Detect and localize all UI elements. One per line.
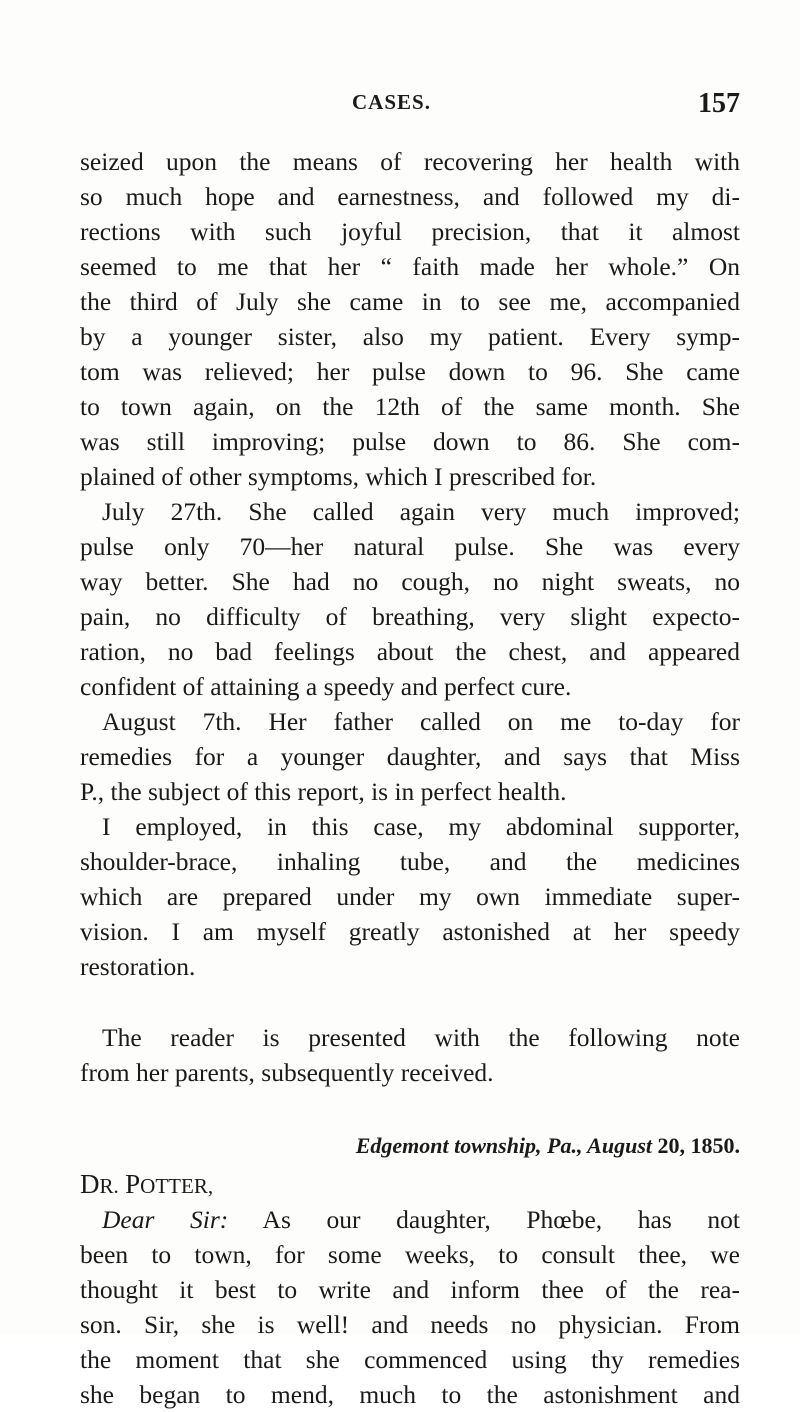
text-line: she began to mend, much to the astonishment and [80, 1380, 740, 1409]
letter-salutation: Dear Sir: [102, 1205, 229, 1234]
letter [80, 1126, 740, 1412]
paragraph-3 [80, 704, 740, 809]
paragraph-1 [80, 144, 740, 494]
text-line: restoration. [80, 952, 196, 981]
letter-first-line [80, 1202, 740, 1237]
text-line: plained of other symptoms, which I prescribed for. [80, 462, 597, 491]
addressee-small-caps: R. [99, 1174, 119, 1198]
text-line: way better. She had no cough, no night sweats, no [80, 567, 740, 596]
text-line: pulse only 70—her natural pulse. She was every [80, 532, 740, 561]
text-line: tom was relieved; her pulse down to 96. She came [80, 357, 740, 386]
letter-addressee [80, 1166, 740, 1202]
paragraph-4 [80, 809, 740, 984]
text-line: son. Sir, she is well! and needs no physician. From [80, 1310, 740, 1339]
section-gap [80, 984, 740, 1020]
text-line: P., the subject of this report, is in perfect health. [80, 777, 567, 806]
text-line: to town again, on the 12th of the same month. She [80, 392, 740, 421]
section-gap [80, 1090, 740, 1126]
text-line: the third of July she came in to see me, accompanied [80, 287, 740, 316]
letter-first-line-text: As our daughter, Phœbe, has not [262, 1205, 740, 1234]
text-line: July 27th. She called again very much improved; [102, 497, 740, 526]
page-number: 157 [698, 88, 740, 119]
text-line: shoulder-brace, inhaling tube, and the medicines [80, 847, 740, 876]
body-text [80, 144, 740, 1412]
text-line: seemed to me that her “ faith made her whole.” On [80, 252, 740, 281]
text-line: so much hope and earnestness, and followed my di- [80, 182, 740, 211]
text-line: remedies for a younger daughter, and says that Miss [80, 742, 740, 771]
text-line: confident of attaining a speedy and perfect cure. [80, 672, 572, 701]
text-line: pain, no difficulty of breathing, very slight expecto- [80, 602, 740, 631]
text-line: from her parents, subsequently received. [80, 1058, 494, 1087]
text-line: been to town, for some weeks, to consult thee, we [80, 1240, 740, 1269]
text-line: ration, no bad feelings about the chest, and appeared [80, 637, 740, 666]
paragraph-5 [80, 1020, 740, 1090]
running-head: CASES. [352, 90, 431, 114]
page-header [80, 88, 740, 128]
text-line: August 7th. Her father called on me to-day for [102, 707, 740, 736]
letter-dateline [80, 1126, 740, 1166]
text-line: which are prepared under my own immediate super- [80, 882, 740, 911]
text-line: the moment that she commenced using thy remedies [80, 1345, 740, 1374]
addressee-initial: P [125, 1169, 141, 1199]
text-line: rections with such joyful precision, that it almost [80, 217, 740, 246]
addressee-small-caps: OTTER, [140, 1174, 214, 1198]
text-line: I employed, in this case, my abdominal supporter, [102, 812, 740, 841]
text-line: was still improving; pulse down to 86. She com- [80, 427, 740, 456]
text-line: thought it best to write and inform thee of the rea- [80, 1275, 740, 1304]
dateline-date: 20, 1850. [657, 1133, 740, 1158]
text-line: vision. I am myself greatly astonished at her speedy [80, 917, 740, 946]
paragraph-2 [80, 494, 740, 704]
text-line: The reader is presented with the following note [102, 1023, 740, 1052]
addressee-initial: D [80, 1169, 100, 1199]
dateline-place: Edgemont township, Pa., August [355, 1133, 652, 1158]
text-line: seized upon the means of recovering her health with [80, 147, 740, 176]
text-line: by a younger sister, also my patient. Every symp- [80, 322, 740, 351]
